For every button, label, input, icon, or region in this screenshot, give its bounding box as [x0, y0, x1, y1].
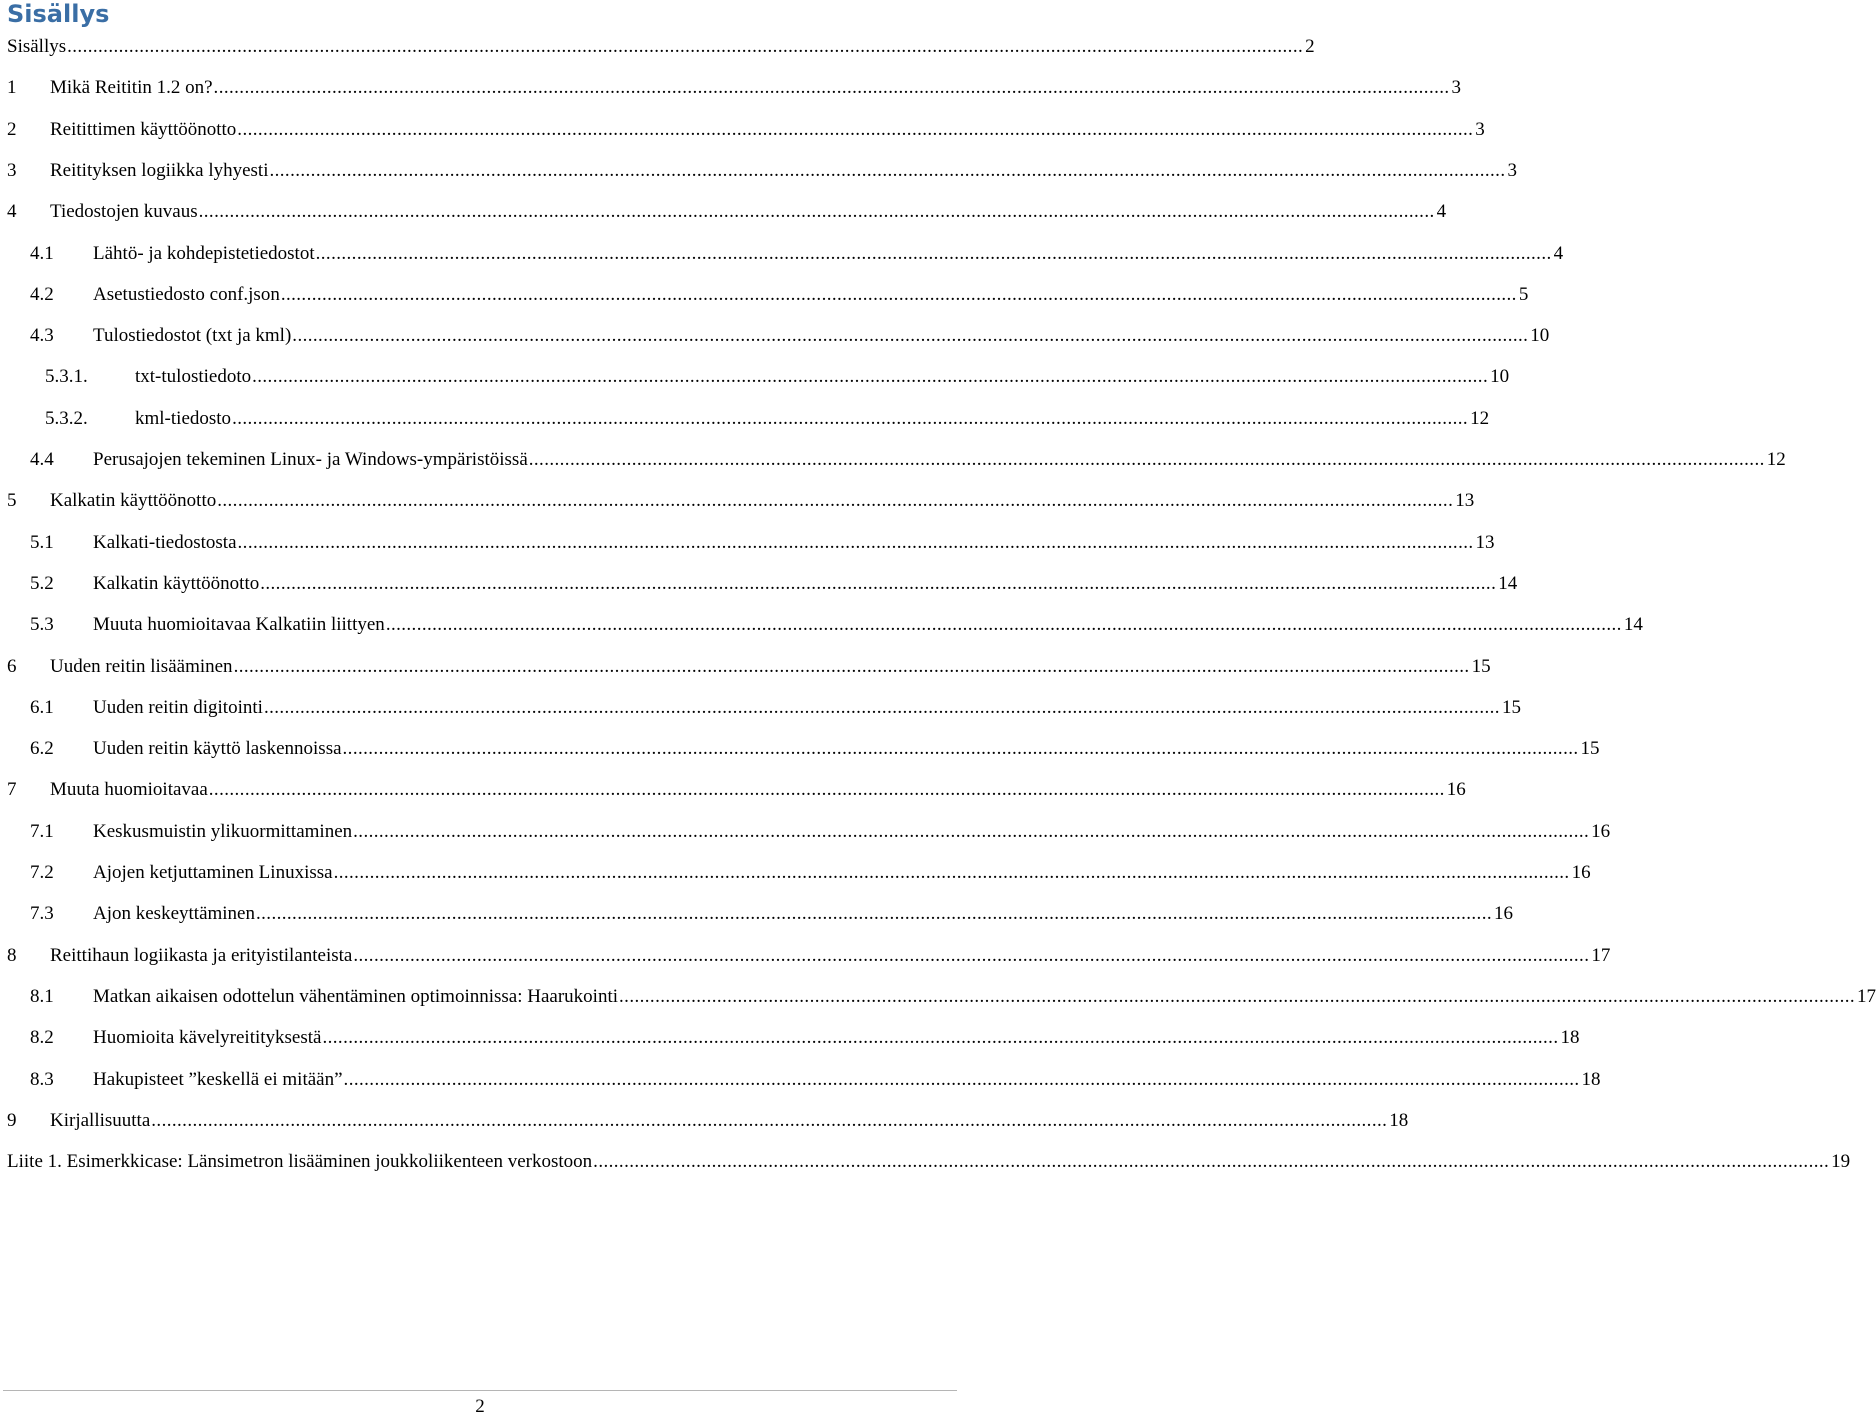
toc-leader-dots: ................................................................................................................................................................................................................................................	[292, 325, 1529, 347]
toc-entry-title: Ajon keskeyttäminen	[93, 903, 255, 925]
toc-leader-dots: ................................................................................................................................................................................................................................................	[528, 449, 1765, 470]
toc-entry-page: 3	[1451, 77, 1462, 99]
toc-leader-dots: ................................................................................................................................................................................................................................................	[237, 118, 1474, 140]
toc-entry-number: 7.2	[30, 862, 54, 883]
toc-entry-page: 3	[1507, 159, 1517, 181]
toc-entry[interactable]	[0, 240, 1564, 268]
toc-entry[interactable]	[0, 487, 1475, 515]
toc-entry[interactable]	[0, 281, 1529, 309]
toc-entry-number: 5.2	[30, 572, 54, 594]
toc-entry[interactable]	[0, 322, 1550, 350]
toc-entry-page: 5	[1518, 283, 1529, 305]
toc-leader-dots: ................................................................................................................................................................................................................................................	[217, 490, 1454, 512]
toc-entry-number: 8	[7, 944, 17, 966]
toc-entry-title: Uuden reitin digitointi	[93, 696, 263, 718]
toc-entry-page: 10	[1490, 366, 1510, 388]
toc-entry-title: Uuden reitin käyttö laskennoissa	[93, 738, 342, 760]
toc-entry-number: 7.1	[30, 820, 54, 842]
toc-entry-number: 4	[7, 201, 17, 223]
toc-entry-page: 18	[1389, 1109, 1409, 1131]
toc-entry-title: Muuta huomioitavaa Kalkatiin liittyen	[93, 614, 385, 636]
toc-entry-number: 8.3	[30, 1068, 54, 1090]
toc-entry[interactable]	[0, 74, 1462, 102]
toc-entry[interactable]	[0, 694, 1521, 722]
toc-entry-page: 2	[1305, 36, 1315, 57]
toc-entry-title: Matkan aikaisen odottelun vähentäminen optimoinnissa: Haarukointi	[93, 985, 619, 1007]
toc-entry-page: 3	[1475, 118, 1485, 140]
toc-leader-dots: ................................................................................................................................................................................................................................................	[385, 614, 1622, 636]
toc-entry-page: 17	[1591, 944, 1611, 966]
toc-entry-number: 5.3	[30, 614, 54, 636]
toc-entry[interactable]	[0, 942, 1611, 970]
toc-entry[interactable]	[0, 446, 1786, 474]
toc-entry-page: 13	[1475, 531, 1495, 553]
toc-entry[interactable]	[0, 1148, 1851, 1176]
toc-leader-dots: ................................................................................................................................................................................................................................................	[619, 985, 1856, 1007]
toc-entry[interactable]	[0, 198, 1447, 226]
toc-entry-page: 16	[1494, 903, 1513, 925]
toc-entry-title: Sisällys	[7, 36, 67, 57]
toc-entry-number: 1	[7, 77, 17, 99]
toc-leader-dots: ................................................................................................................................................................................................................................................	[237, 531, 1474, 553]
toc-leader-dots: ................................................................................................................................................................................................................................................	[232, 407, 1469, 429]
toc-leader-dots: ................................................................................................................................................................................................................................................	[198, 201, 1435, 223]
toc-entry-page: 17	[1857, 985, 1876, 1007]
toc-entry-number: 7.3	[30, 903, 54, 925]
toc-entry-number: 5.1	[30, 531, 54, 553]
toc-entry-page: 15	[1471, 655, 1491, 677]
toc-entry-number: 4.1	[30, 242, 54, 264]
toc-entry[interactable]	[0, 818, 1611, 846]
toc-entry-title: Ajojen ketjuttaminen Linuxissa	[93, 862, 333, 883]
toc-entry-title: Kalkatin käyttöönotto	[50, 490, 217, 512]
toc-entry-page: 16	[1446, 779, 1466, 801]
toc-entry-title: Reittihaun logiikasta ja erityistilanteista	[50, 944, 353, 966]
toc-entry-number: 6.2	[30, 738, 54, 760]
toc-entry-title: Liite 1. Esimerkkicase: Länsimetron lisääminen joukkoliikenteen verkostoon	[7, 1151, 593, 1173]
toc-entry-title: Mikä Reititin 1.2 on?	[50, 77, 213, 99]
page-number: 2	[475, 1396, 485, 1417]
toc-entry-number: 8.2	[30, 1027, 54, 1049]
toc-entry[interactable]	[0, 157, 1517, 185]
toc-entry-page: 16	[1571, 862, 1591, 883]
toc-entry-page: 13	[1455, 490, 1475, 512]
toc-entry-page: 12	[1766, 449, 1786, 470]
toc-leader-dots: ................................................................................................................................................................................................................................................	[263, 696, 1500, 718]
toc-leader-dots: ................................................................................................................................................................................................................................................	[256, 903, 1492, 925]
toc-entry-title: Reitityksen logiikka lyhyesti	[50, 159, 269, 181]
toc-entry-title: Kalkatin käyttöönotto	[93, 572, 260, 594]
toc-entry[interactable]	[0, 405, 1490, 433]
toc-entry-title: Reitittimen käyttöönotto	[50, 118, 237, 140]
toc-entry[interactable]	[0, 1107, 1409, 1135]
toc-entry-page: 14	[1623, 614, 1643, 636]
toc-entry-number: 5.3.2.	[45, 407, 88, 429]
toc-leader-dots: ................................................................................................................................................................................................................................................	[315, 242, 1552, 264]
toc-entry-title: Uuden reitin lisääminen	[50, 655, 233, 677]
toc-entry-number: 6	[7, 655, 17, 677]
footer-divider	[3, 1390, 957, 1391]
toc-leader-dots: ................................................................................................................................................................................................................................................	[322, 1027, 1559, 1049]
toc-entry[interactable]	[0, 363, 1510, 391]
toc-entry-title: Tulostiedostot (txt ja kml)	[93, 325, 292, 347]
toc-leader-dots: ................................................................................................................................................................................................................................................	[252, 366, 1489, 388]
toc-leader-dots: ................................................................................................................................................................................................................................................	[280, 283, 1517, 305]
toc-leader-dots: ................................................................................................................................................................................................................................................	[233, 655, 1470, 677]
toc-entry-title: txt-tulostiedoto	[135, 366, 252, 388]
toc-entry[interactable]	[0, 653, 1491, 681]
toc-entry-number: 4.2	[30, 283, 54, 305]
toc-leader-dots: ................................................................................................................................................................................................................................................	[67, 36, 1304, 57]
toc-entry[interactable]	[0, 1024, 1580, 1052]
toc-leader-dots: ................................................................................................................................................................................................................................................	[213, 77, 1450, 99]
toc-leader-dots: ................................................................................................................................................................................................................................................	[343, 1068, 1580, 1090]
toc-leader-dots: ................................................................................................................................................................................................................................................	[208, 779, 1445, 801]
toc-entry-title: kml-tiedosto	[135, 407, 232, 429]
toc-entry[interactable]	[0, 900, 1513, 928]
toc-entry-number: 7	[7, 779, 17, 801]
toc-entry[interactable]	[0, 776, 1466, 804]
toc-entry-number: 6.1	[30, 696, 54, 718]
toc-entry-page: 4	[1553, 242, 1564, 264]
toc-entry-page: 18	[1560, 1027, 1580, 1049]
toc-entry[interactable]	[0, 33, 1315, 61]
toc-leader-dots: ................................................................................................................................................................................................................................................	[593, 1151, 1830, 1173]
toc-entry-page: 12	[1470, 407, 1490, 429]
toc-entry[interactable]	[0, 983, 1876, 1011]
toc-entry[interactable]	[0, 570, 1518, 598]
toc-entry-title: Hakupisteet ”keskellä ei mitään”	[93, 1068, 343, 1090]
toc-leader-dots: ................................................................................................................................................................................................................................................	[151, 1109, 1388, 1131]
toc-entry-number: 9	[7, 1109, 17, 1131]
toc-entry-number: 2	[7, 118, 17, 140]
toc-entry[interactable]	[0, 1066, 1601, 1094]
toc-entry-page: 19	[1831, 1151, 1851, 1173]
toc-entry[interactable]	[0, 529, 1495, 557]
toc-entry[interactable]	[0, 735, 1600, 763]
toc-leader-dots: ................................................................................................................................................................................................................................................	[269, 159, 1506, 181]
toc-entry-title: Muuta huomioitavaa	[50, 779, 208, 801]
toc-entry-number: 8.1	[30, 985, 54, 1007]
toc-entry-page: 14	[1498, 572, 1518, 594]
toc-entry-page: 18	[1581, 1068, 1601, 1090]
toc-entry-title: Lähtö- ja kohdepistetiedostot	[93, 242, 315, 264]
toc-entry-number: 4.4	[30, 449, 54, 470]
toc-leader-dots: ................................................................................................................................................................................................................................................	[353, 820, 1590, 842]
toc-entry-title: Asetustiedosto conf.json	[93, 283, 280, 305]
toc-entry-title: Huomioita kävelyreitityksestä	[93, 1027, 322, 1049]
toc-entry[interactable]	[0, 116, 1485, 144]
toc-entry-title: Kirjallisuutta	[50, 1109, 151, 1131]
toc-entry-page: 4	[1436, 201, 1447, 223]
toc-entry-title: Kalkati-tiedostosta	[93, 531, 237, 553]
toc-entry-title: Tiedostojen kuvaus	[50, 201, 198, 223]
toc-heading: Sisällys	[7, 0, 110, 28]
toc-entry[interactable]	[0, 611, 1643, 639]
toc-entry-number: 5	[7, 490, 17, 512]
toc-entry-page: 16	[1591, 820, 1611, 842]
toc-entry-page: 10	[1530, 325, 1550, 347]
toc-entry-number: 5.3.1.	[45, 366, 88, 388]
toc-leader-dots: ................................................................................................................................................................................................................................................	[333, 862, 1570, 883]
toc-leader-dots: ................................................................................................................................................................................................................................................	[353, 944, 1590, 966]
toc-leader-dots: ................................................................................................................................................................................................................................................	[342, 738, 1579, 760]
toc-entry-title: Keskusmuistin ylikuormittaminen	[93, 820, 353, 842]
toc-entry-page: 15	[1501, 696, 1521, 718]
toc-entry-number: 4.3	[30, 325, 54, 347]
toc-entry[interactable]	[0, 859, 1591, 887]
toc-entry-page: 15	[1580, 738, 1600, 760]
toc-entry-title: Perusajojen tekeminen Linux- ja Windows-ympäristöissä	[93, 449, 528, 470]
toc-entry-number: 3	[7, 159, 17, 181]
toc-leader-dots: ................................................................................................................................................................................................................................................	[260, 572, 1497, 594]
